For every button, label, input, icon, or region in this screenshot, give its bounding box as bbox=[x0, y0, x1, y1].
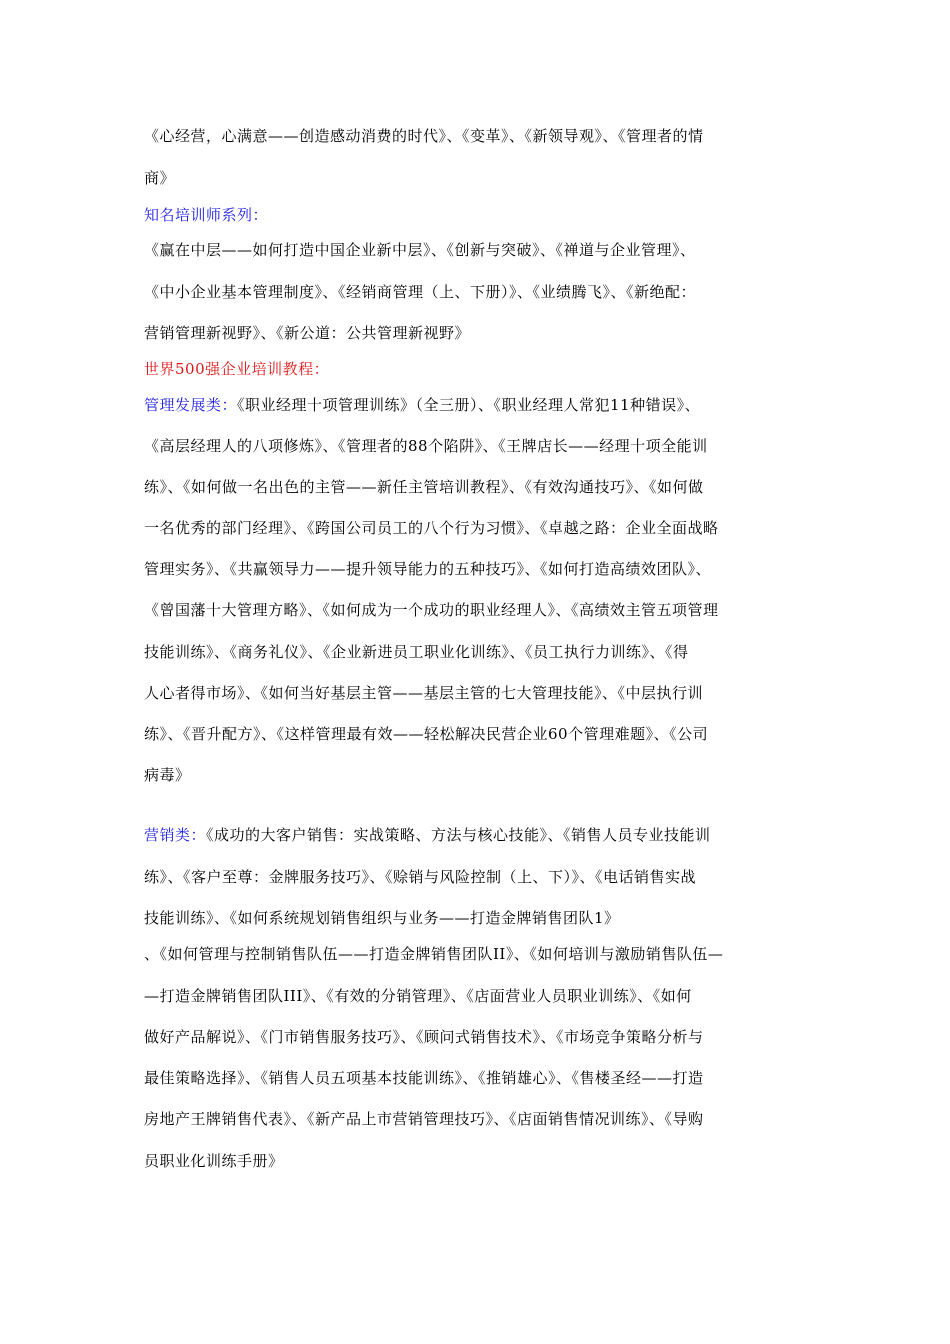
marketing-line: 、《如何管理与控制销售队伍——打造金牌销售团队II》、《如何培训与激励销售队伍— bbox=[144, 945, 724, 963]
marketing-label: 营销类： bbox=[144, 826, 207, 844]
marketing-line: 技能训练》、《如何系统规划销售组织与业务——打造金牌销售团队1》 bbox=[144, 909, 620, 927]
fortune500-heading: 世界500强企业培训教程： bbox=[144, 360, 330, 378]
management-first-line-text: 《职业经理十项管理训练》（全三册）、《职业经理人常犯11种错误》、 bbox=[237, 396, 701, 414]
management-line: 人心者得市场》、《如何当好基层主管——基层主管的七大管理技能》、《中层执行训 bbox=[144, 684, 704, 702]
management-line: 技能训练》、《商务礼仪》、《企业新进员工职业化训练》、《员工执行力训练》、《得 bbox=[144, 643, 689, 661]
marketing-line: —打造金牌销售团队III》、《有效的分销管理》、《店面营业人员职业训练》、《如何 bbox=[144, 987, 692, 1005]
management-line: 管理实务》、《共赢领导力——提升领导能力的五种技巧》、《如何打造高绩效团队》、 bbox=[144, 560, 712, 578]
trainer-series-line: 营销管理新视野》、《新公道：公共管理新视野》 bbox=[144, 324, 471, 342]
marketing-line: 房地产王牌销售代表》、《新产品上市营销管理技巧》、《店面销售情况训练》、《导购 bbox=[144, 1110, 704, 1128]
marketing-line: 员职业化训练手册》 bbox=[144, 1152, 284, 1170]
trainer-series-heading: 知名培训师系列： bbox=[144, 206, 269, 224]
marketing-first-line-text: 《成功的大客户销售：实战策略、方法与核心技能》、《销售人员专业技能训 bbox=[206, 826, 711, 844]
marketing-first-line bbox=[144, 825, 824, 845]
management-line: 一名优秀的部门经理》、《跨国公司员工的八个行为习惯》、《卓越之路：企业全面战略 bbox=[144, 519, 719, 537]
management-line: 练》、《晋升配方》、《这样管理最有效——轻松解决民营企业60个管理难题》、《公司 bbox=[144, 725, 709, 743]
management-label: 管理发展类： bbox=[144, 396, 238, 414]
trainer-series-line: 《中小企业基本管理制度》、《经销商管理（上、下册）》、《业绩腾飞》、《新绝配： bbox=[144, 283, 697, 301]
management-line: 病毒》 bbox=[144, 766, 191, 784]
management-first-line bbox=[144, 395, 824, 415]
intro-line: 商》 bbox=[144, 169, 176, 187]
marketing-line: 做好产品解说》、《门市销售服务技巧》、《顾问式销售技术》、《市场竞争策略分析与 bbox=[144, 1028, 704, 1046]
marketing-line: 最佳策略选择》、《销售人员五项基本技能训练》、《推销雄心》、《售楼圣经——打造 bbox=[144, 1069, 704, 1087]
intro-line: 《心经营，心满意——创造感动消费的时代》、《变革》、《新领导观》、《管理者的情 bbox=[144, 127, 704, 145]
trainer-series-line: 《赢在中层——如何打造中国企业新中层》、《创新与突破》、《禅道与企业管理》、 bbox=[144, 241, 696, 259]
management-line: 练》、《如何做一名出色的主管——新任主管培训教程》、《有效沟通技巧》、《如何做 bbox=[144, 478, 704, 496]
marketing-line: 练》、《客户至尊：金牌服务技巧》、《赊销与风险控制（上、下）》、《电话销售实战 bbox=[144, 868, 697, 886]
management-line: 《高层经理人的八项修炼》、《管理者的88个陷阱》、《王牌店长——经理十项全能训 bbox=[144, 437, 708, 455]
management-line: 《曾国藩十大管理方略》、《如何成为一个成功的职业经理人》、《高绩效主管五项管理 bbox=[144, 601, 719, 619]
